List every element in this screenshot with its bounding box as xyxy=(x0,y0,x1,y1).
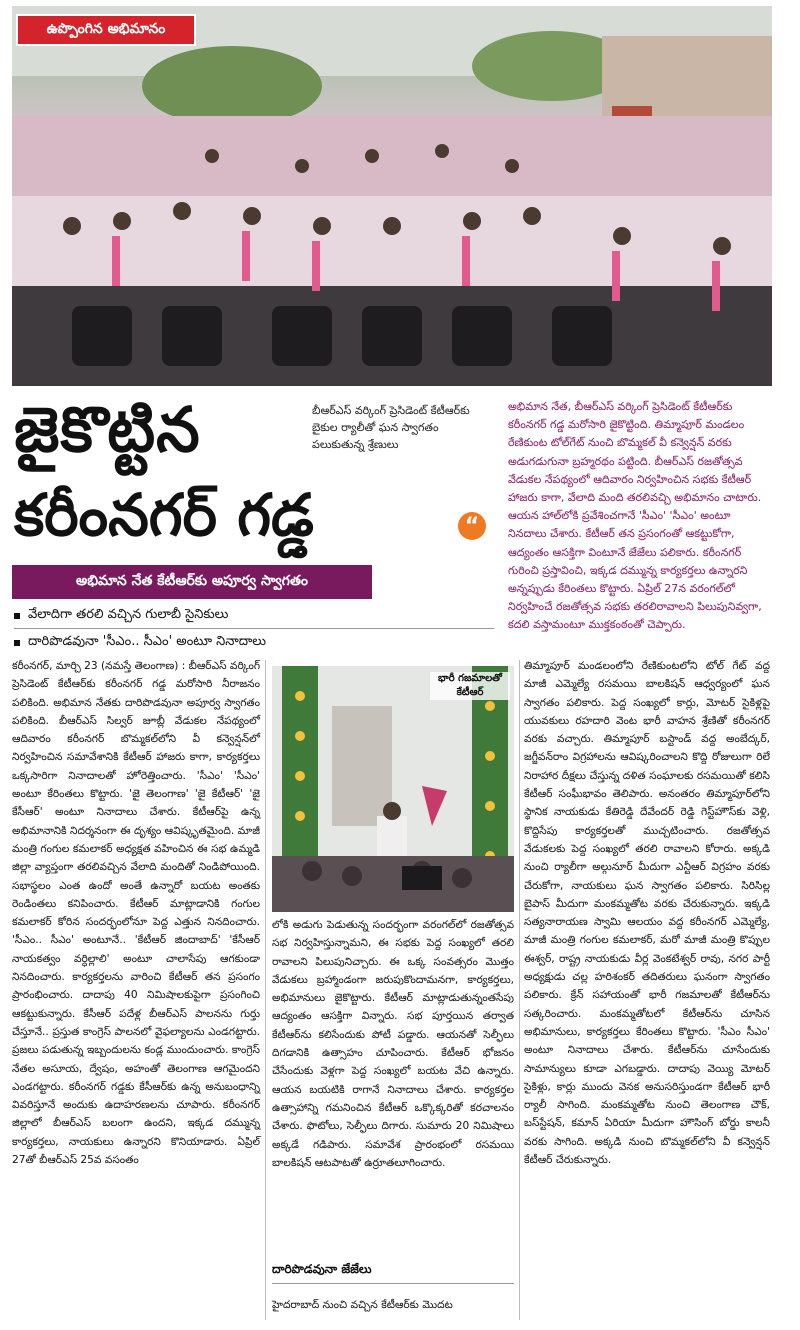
article-text: హైదరాబాద్ నుంచి వచ్చిన కేటీఆర్‌కు మొదట xyxy=(272,1299,453,1311)
bullet-item xyxy=(14,634,494,652)
subheadline: అభిమాన నేత కేటీఆర్‌కు అపూర్వ స్వాగతం xyxy=(12,565,372,599)
article-text: తిమ్మాపూర్ మండలంలోని రేణికుంటలోని టోల్ గేట్ వద్ద మాజీ ఎమ్మెల్యే రసమయి బాలకిషన్ ఆధ్వర్యంలో ఘన స్వాగతం పలికారు. పెద్ద సంఖ్యలో కార్లు, మోటర్ సైకిళ్లపై యువకులు రహదారి వెంట భారీ వాహన శ్రేణితో కరీంనగర్ వరకు వచ్చారు. తిమ్మాపూర్ బస్టాండ్ వద్ద అంబేద్కర్, జగ్జీవన్‌రాం విగ్రహాలను ఆవిష్కరించాలని కొద్ది రోజులుగా రిలే నిరాహార దీక్షలు చేస్తున్న దళిత సంఘాలకు రసమయితో కలిసి కేటీఆర్ సంఘీభావం తెలిపారు. అనంతరం తిమ్మాపూర్‌లోని స్థానిక నాయకుడు కేతిరెడ్డి దేవేందర్ రెడ్డి గెస్ట్‌హౌస్‌కు వెళ్లి, కొద్దిసేపు కార్యకర్తలతో ముచ్చటించారు. రజతోత్సవ వేడుకలకు పెద్ద సంఖ్యలో తరలి రావాలని కోరారు. అక్కడి నుంచి ర్యాలీగా అల్గునూర్ మీదుగా ఎన్టీఆర్ విగ్రహం వరకు చేరుకోగా, నాయకులు ఘన స్వాగతం పలికారు. సిరిసిల్ల బైపాస్ మీదుగా మంకమ్మతోట వరకు చేరుకున్నారు. ఇక్కడి సత్యనారాయణ స్వామి ఆలయం వద్ద కరీంనగర్ ఎమ్మెల్యే, మాజీ మంత్రి గంగుల కమలాకర్, మరో మాజీ మంత్రి కొప్పుల ఈశ్వర్, రాష్ట్ర నాయకుడు వీర్ల వెంకటేశ్వర్ రావు, నగర పార్టీ అధ్యక్షుడు చల్ల హరిశంకర్ తదితరులు ఘనంగా స్వాగతం పలికారు. క్రేన్ సహాయంతో భారీ గజమాలతో కేటీఆర్‌ను సత్కరించారు. మంకమ్మతోటలో కేటీఆర్‌ను చూసిన అభిమానులు, కార్యకర్తలు కేరింతలు కొట్టారు. 'సీఎం సీఎం' అంటూ నినాదాలు చేశారు. కేటీఆర్‌ను చూసేందుకు సామాన్యులు కూడా ఎగబడ్డారు. దాదాపు వెయ్యి మోటర్ సైకిళ్లు, కార్లు ముందు వెనక అనుసరిస్తుండగా కేటీఆర్ భారీ ర్యాలీ సాగింది. మంకమ్మతోట నుంచి తెలంగాణ చౌక్, బస్‌స్టేషన్, కమాన్ ఏరియా మీదుగా హౌసింగ్ బోర్డు కాలనీ వరకు సాగింది. అక్కడి నుంచి బొమ్మకల్‌లోని వీ కన్వెన్షన్ కేటీఆర్ చేరుకున్నారు. xyxy=(524,660,770,1167)
bullet-icon xyxy=(14,640,20,646)
photo-caption: బీఆర్ఎస్ వర్కింగ్ ప్రెసిడెంట్ కేటీఆర్‌కు బైకుల ర్యాలీతో ఘన స్వాగతం పలుకుతున్న శ్రేణులు xyxy=(312,404,470,451)
article-column-1 xyxy=(12,657,260,1169)
article-column-2 xyxy=(272,916,514,1172)
garland-photo xyxy=(272,666,514,912)
divider xyxy=(14,628,494,629)
column-divider xyxy=(265,660,266,1320)
article-column-2-tail xyxy=(272,1296,514,1314)
bullet-text: దారిపొడవునా 'సీఎం.. సీఎం' అంటూ నినాదాలు xyxy=(28,634,267,649)
bullet-icon xyxy=(14,613,20,619)
section-heading: దారిపొడవునా జేజేలు xyxy=(272,1262,514,1284)
column-divider xyxy=(519,660,520,1320)
photo-caption: భారీ గజమాలతో కేటీఆర్ xyxy=(430,672,510,700)
pull-quote: అభిమాన నేత, బీఆర్ఎస్ వర్కింగ్ ప్రెసిడెంట్ కేటీఆర్‌కు కరీంనగర్ గడ్డ మరోసారి జైకొట్టింది. తిమ్మాపూర్ మండలం రేణికుంట టోల్‌గేట్ నుంచి బొమ్మకల్ వీ కన్వెన్షన్ వరకు అడుగడుగునా బ్రహ్మరథం పట్టింది. బీఆర్ఎస్ రజతోత్సవ వేడుకల నేపథ్యంలో ఆదివారం నిర్వహించిన సభకు కేటీఆర్ హాజరు కాగా, వేలాది మంది తరలివచ్చి అభిమానం చాటారు. ఆయన హాల్‌లోకి ప్రవేశించగానే 'సీఎం' 'సీఎం' అంటూ నినదాలు చేశారు. కేటీఆర్ తన ప్రసంగంతో ఆకట్టుకోగా, ఆద్యంతం ఆసక్తిగా వింటూనే జేజేలు పలికారు. కరీంనగర్ గురించి ప్రస్తావించి, ఇక్కడ దమ్మున్న కార్యకర్తలు ఉన్నారని అన్నప్పుడు కేరింతలు కొట్టారు. ఏప్రిల్ 27న వరంగల్‌లో నిర్వహించే రజతోత్సవ సభకు తరలిరావాలని పిలుపునివ్వగా, కదలి వస్తామంటూ ముక్తకంఠంతో చెప్పారు. xyxy=(508,400,762,632)
headline-line-1: జైకొట్టిన xyxy=(14,393,201,466)
bullet-text: వేలాదిగా తరలి వచ్చిన గులాబీ సైనికులు xyxy=(28,607,229,622)
article-text: లోకి అడుగు పెడుతున్న సందర్భంగా వరంగల్‌లో రజతోత్సవ సభ నిర్వహిస్తున్నామని, ఈ సభకు పెద్ద సంఖ్యలో తరలి రావాలని పిలుపునిచ్చారు. ఈ ఒక్క సంవత్సరం మొత్తం వేడుకలు బ్రహ్మాండంగా జరుపుకొందామనగా, కార్యకర్తలు, అభిమానులు జైకొట్టారు. కేటీఆర్ మాట్లాడుతున్నంతసేపు ఆద్యంతం ఆసక్తిగా విన్నారు. సభ పూర్తయిన తర్వాత కేటీఆర్‌ను కలిసేందుకు పోటీ పడ్డారు. ఆయనతో సెల్ఫీలు దిగడానికి ఉత్సాహం చూపించారు. కేటీఆర్ భోజనం చేసేందుకు వెళ్లగా పెద్ద సంఖ్యలో బయట వేచి ఉన్నారు. ఆయన బయటికి రాగానే నినాదాలు చేశారు. కార్యకర్తల ఉత్సాహాన్ని గమనించిన కేటీఆర్ ఒక్కొక్కరితో కరచాలనం చేశారు. ఫొటోలు, సెల్ఫీలు దిగారు. సుమారు 20 నిమిషాలు అక్కడే గడిపారు. సమావేశ ప్రారంభంలో రసమయి బాలకిషన్ ఆటపాటతో ఉర్రూతలూగించారు. xyxy=(272,919,514,1169)
rally-photo xyxy=(12,6,772,386)
quote-icon: “ xyxy=(458,512,486,540)
article-text: కరీంనగర్, మార్చి 23 (నమస్తే తెలంగాణ) : బీఆర్ఎస్ వర్కింగ్ ప్రెసిడెంట్ కేటీఆర్‌కు కరీంనగర్ గడ్డ మరోసారి నీరాజనం పలికింది. అభిమాన నేతకు దారిపొడవునా అపూర్వ స్వాగతం పలికింది. బీఆర్ఎస్ సిల్వర్ జూబ్లీ వేడుకల నేపథ్యంలో ఆదివారం కరీంనగర్ బొమ్మకల్‌లోని వీ కన్వెన్షన్‌లో నిర్వహించిన సమావేశానికి కేటీఆర్ హాజరు కాగా, కార్యకర్తలు ఒక్కసారిగా నినాదాలతో హోరెత్తించారు. 'సీఎం' 'సీఎం' అంటూ కేరింతలు కొట్టారు. 'జై తెలంగాణ' 'జై కేటీఆర్' 'జై కేసీఆర్' అంటూ నినాదాలు చేశారు. కేటీఆర్‌పై ఉన్న అభిమానానికి నిదర్శనంగా ఈ దృశ్యం ఆవిష్కృతమైంది. మాజీ మంత్రి గంగుల కమలాకర్ అధ్యక్షత వహించిన ఈ సభ ఉమ్మడి జిల్లా వ్యాప్తంగా తరలివచ్చిన వేలాది మందితో నిండిపోయింది. సభాస్థలం ఎంత ఉందో అంతే ఉన్నారో బయట అంతకు రెండింతలు కనిపించారు. కేటీఆర్ మాట్లాడానికి గంగుల కమలాకర్ కోరిన సందర్భంలోనూ పెద్ద ఎత్తున నినదించారు. 'సీఎం.. సీఎం' అంటూనే.. 'కేటీఆర్ జిందాబాద్' 'కేసీఆర్ నాయకత్వం వర్ధిల్లాలి' అంటూ చాలాసేపు ఆగకుండా నినదించారు. కార్యకర్తలను వారించి కేటీఆర్ తన ప్రసంగం ప్రారంభించారు. దాదాపు 40 నిమిషాలకుపైగా ప్రసంగించి ఆకట్టుకున్నారు. కేసీఆర్ పదేళ్ల బీఆర్ఎస్ పాలనను గుర్తు చేస్తూనే.. ప్రస్తుత కాంగ్రెస్ పాలనలో వైఫల్యాలను ఎండగట్టారు. ప్రజలు పడుతున్న ఇబ్బందులను కండ్ల ముందుంచారు. కాంగ్రెస్ నేతల అసూయ, ద్వేషం, అహంతో తెలంగాణ ఆగమైందని ఎండగట్టారు. కరీంనగర్ గడ్డకు కేసీఆర్‌కు ఉన్న అనుబంధాన్ని వివరిస్తూనే అందుకు ఉదాహరణలను చూపారు. కరీంనగర్ జిల్లాలో బీఆర్ఎస్ బలంగా ఉందని, ఇక్కడ దమ్మున్న కార్యకర్తలు, నాయకులు ఉన్నారని కొనియాడారు. ఏప్రిల్ 27తో బీఆర్ఎస్ 25వ వసంతం xyxy=(12,660,260,1167)
headline-line-2: కరీంనగర్ గడ్డ xyxy=(14,481,314,549)
article-column-3 xyxy=(524,657,770,1169)
bullet-item xyxy=(14,607,494,625)
kicker-label: ఉప్పొంగిన అభిమానం xyxy=(16,14,196,46)
